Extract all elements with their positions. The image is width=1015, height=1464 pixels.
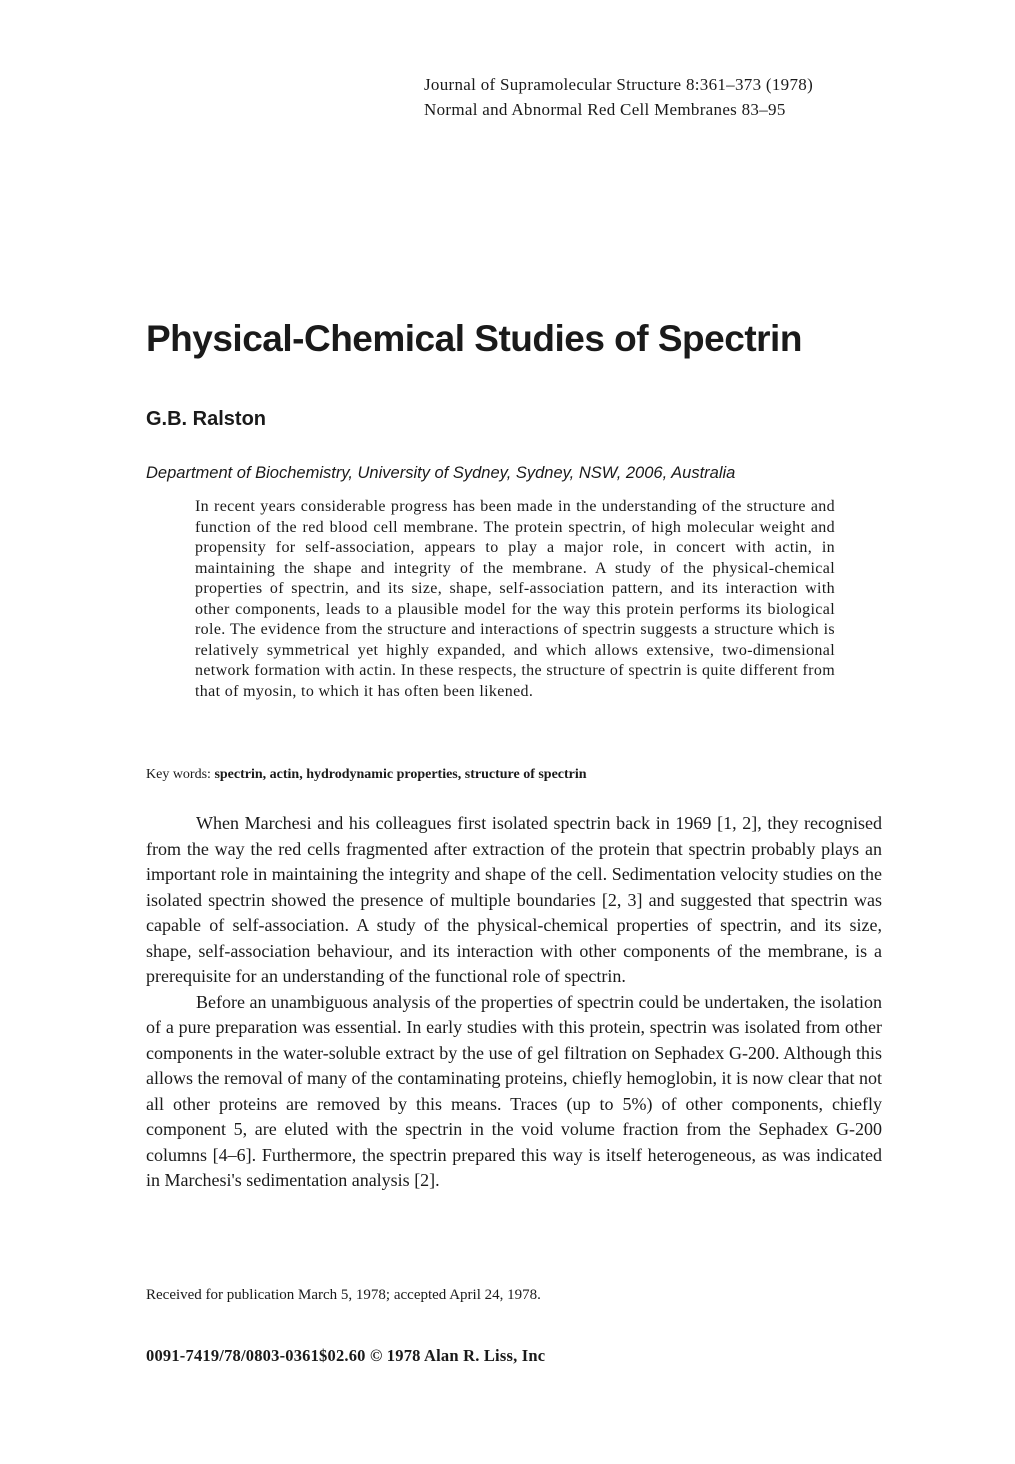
keywords — [146, 767, 587, 783]
keywords-label: Key words: — [146, 767, 211, 782]
received-note: Received for publication March 5, 1978; accepted April 24, 1978. — [146, 1287, 541, 1303]
abstract: In recent years considerable progress has been made in the understanding of the structure and function of the red blood cell membrane. The protein spectrin, of high molecular weight and propensity for self-association, appears to play a major role, in concert with actin, in maintaining the shape and integrity of the membrane. A study of the physical-chemical properties of spectrin, and its size, shape, self-association pattern, and its interaction with other components, leads to a plausible model for the way this protein performs its biological role. The evidence from the structure and interactions of spectrin suggests a structure which is relatively symmetrical yet highly expanded, and which allows extensive, two-dimensional network formation with actin. In these respects, the structure of spectrin is quite different from that of myosin, to which it has often been likened. — [195, 498, 835, 700]
journal-header — [424, 72, 813, 122]
article-title: Physical-Chemical Studies of Spectrin — [146, 318, 802, 359]
body-paragraph-2: Before an unambiguous analysis of the properties of spectrin could be undertaken, the isolation of a pure preparation was essential. In early studies with this protein, spectrin was isolated from other components in the water-soluble extract by the use of gel filtration on Sephadex G-200. Although this allows the removal of many of the contaminating proteins, chiefly hemoglobin, it is now clear that not all other proteins are removed by this means. Traces (up to 5%) of other components, chiefly component 5, are eluted with the spectrin in the void volume fraction from the Sephadex G-200 columns [4–6]. Furthermore, the spectrin prepared this way is itself heterogeneous, as was indicated in Marchesi's sedimentation analysis [2]. — [146, 991, 882, 1190]
body-text — [146, 811, 882, 1194]
body-paragraph-1: When Marchesi and his colleagues first isolated spectrin back in 1969 [1, 2], they recognised from the way the red cells fragmented after extraction of the protein that spectrin probably plays an important role in maintaining the integrity and shape of the cell. Sedimentation velocity studies on the isolated spectrin showed the presence of multiple boundaries [2, 3] and suggested that spectrin was capable of self-association. A study of the physical-chemical properties of spectrin, and its size, shape, self-association behaviour, and its interaction with other components of the membrane, is a prerequisite for an understanding of the functional role of spectrin. — [146, 813, 882, 986]
journal-citation: Journal of Supramolecular Structure 8:361–373 (1978) — [424, 75, 814, 94]
author-name: G.B. Ralston — [146, 408, 267, 430]
section-citation: Normal and Abnormal Red Cell Membranes 83–95 — [424, 100, 786, 119]
keywords-list: spectrin, actin, hydrodynamic properties, structure of spectrin — [214, 767, 587, 782]
copyright-line: 0091-7419/78/0803-0361$02.60 © 1978 Alan R. Liss, Inc — [146, 1346, 546, 1365]
author-affiliation: Department of Biochemistry, University of Sydney, Sydney, NSW, 2006, Australia — [146, 464, 736, 482]
